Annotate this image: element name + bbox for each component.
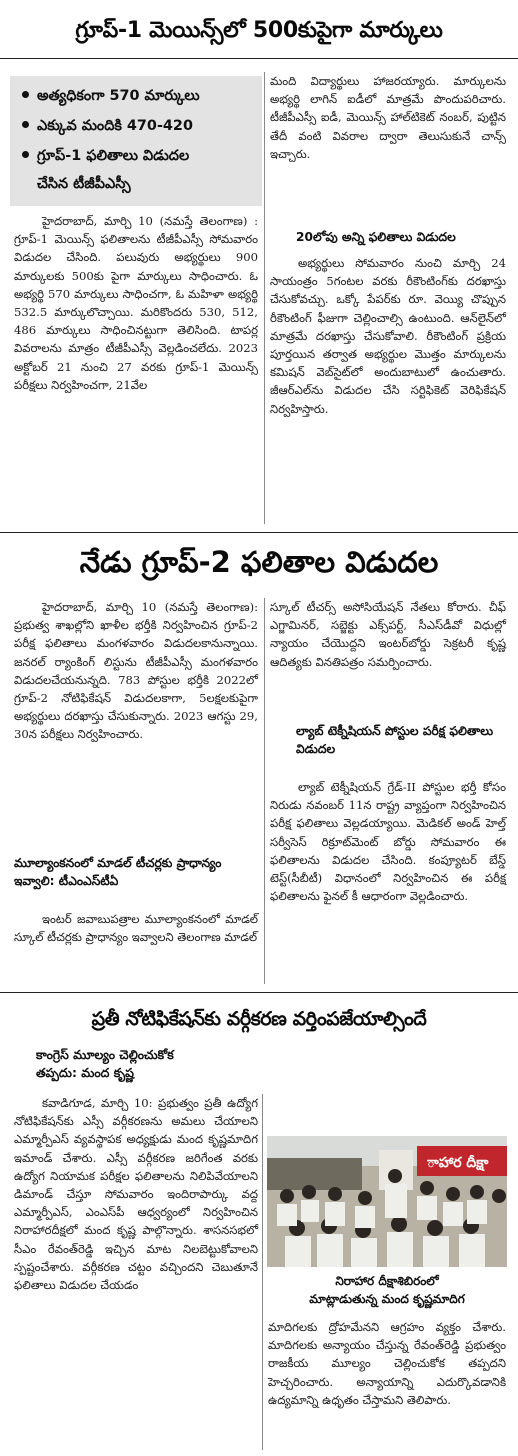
highlight-item: చేసిన టీజీపీఎస్సీ: [37, 176, 131, 192]
article1-headline: గ్రూప్-1 మెయిన్స్‌లో 500కుపైగా మార్కులు: [75, 18, 443, 43]
article2-left-column: హైదరాబాద్, మార్చి 10 (నమస్తే తెలంగాణ): ప్రభుత్వ శాఖల్లోని ఖాళీల భర్తీకి నిర్వహించిన గ్రూప్-2 పరీక్ష ఫలితాలు మంగళవారం విడుదలకానున్నాయి. జనరల్ ర్యాంకింగ్ లిస్టును టీజీపీఎస్సీ మంగళవారం విడుదలచేయనున్నది. 783 పోస్టుల భర్తీకి 2022లో గ్రూప్-2 నోటిఫికేషన్ విడుదలకాగా, 5లక్షలకుపైగా అభ్యర్థులు దరఖాస్తు చేసుకున్నారు. 2023 ఆగస్టు 29, 30న పరీక్షలు నిర్వహించారు.: [14, 600, 258, 742]
article2-left-column-2: ఇంటర్ జవాబుపత్రాల మూల్యాంకనంలో మాడల్ స్కూల్ టీచర్లకు ప్రాధాన్యం ఇవ్వాలని తెలంగాణ మాడల్: [14, 912, 258, 945]
highlight-item: ఎక్కువ మందికి 470-420: [22, 113, 193, 139]
article3-subhead: [36, 1046, 256, 1082]
column-divider: [262, 1094, 263, 1450]
protest-photo-image: [267, 1136, 507, 1267]
highlight-box: [10, 76, 262, 206]
photo-caption-line2: మాట్లాడుతున్న మంద కృష్ణమాదిగ: [309, 1292, 465, 1306]
bullet-icon: [22, 121, 29, 128]
photo-caption-line1: నిరాహార దీక్షాశిబిరంలో: [335, 1274, 439, 1288]
article3-right-column: మాదిగలకు ద్రోహమేనని ఆగ్రహం వ్యక్తం చేశారు. మాదిగలకు అన్యాయం చేస్తున్న రేవంత్‌రెడ్డి ప్రభుత్వం రాజకీయ మూల్యం చెల్లించుకోక తప్పదని హెచ్చరించారు. అన్యాయాన్ని ఎదుర్కొవడానికి ఉద్యమాన్ని ఉధృతం చేస్తామని తెలిపారు.: [268, 1320, 506, 1407]
article1-subhead: 20లోపు అన్ని ఫలితాలు విడుదల: [296, 230, 456, 244]
article2-right-subhead: ల్యాబ్ టెక్నీషియన్ పోస్టుల పరీక్ష ఫలితాలు విడుదల: [296, 724, 494, 756]
article3-subhead-line1: కాంగ్రెస్ మూల్యం చెల్లించుకోక: [36, 1047, 174, 1062]
column-divider: [264, 72, 265, 524]
article2-left-subhead: మూల్యాంకనంలో మాడల్ టీచర్లకు ప్రాధాన్యం ఇవ్వాలి: టీఎంఎస్‌టీఏ: [14, 856, 222, 888]
article2-right-column-1: స్కూల్ టీచర్స్ అసోసియేషన్ నేతలు కోరారు. చీఫ్ ఎగ్జామినర్, సబ్జెక్టు ఎక్స్‌పర్ట్, సీఎస్‌డీవో విధుల్లో న్యాయం చేయొద్దని ఇంటర్‌బోర్డు సెక్రటరీ కృష్ణ ఆదిత్యకు వినతిపత్రం సమర్పించారు.: [270, 600, 506, 669]
article2-right-column-2: ల్యాబ్ టెక్నీషియన్ గ్రేడ్-II పోస్టుల భర్తీ కోసం నిరుడు నవంబర్ 11న రాష్ట్ర వ్యాప్తంగా నిర్వహించిన పరీక్ష ఫలితాలు వెల్లడయ్యాయి. మెడికల్ అండ్ హెల్త్ సర్వీసెస్ రిక్రూట్‌మెంట్ బోర్డు సోమవారం ఈ ఫలితాలను విడుదల చేసింది. కంప్యూటర్ బేస్డ్ టెస్ట్(సీబీటీ) విధానంలో నిర్వహించిన ఈ పరీక్ష ఫలితాలను ఫైనల్ కీ ఆధారంగా వెల్లడించారు.: [270, 780, 506, 904]
headline-rule: [0, 58, 518, 59]
article2-headline: నేడు గ్రూప్-2 ఫలితాల విడుదల: [79, 545, 439, 579]
column-divider: [264, 598, 265, 984]
article3-subhead-line2: తప్పదు: మంద కృష్ణ: [36, 1065, 134, 1080]
article3-headline: ప్రతీ నోటిఫికేషన్‌కు వర్గీకరణ వర్తింపజేయాల్సిందే: [91, 1008, 427, 1030]
highlight-item: అత్యధికంగా 570 మార్కులు: [22, 83, 200, 109]
article3-left-column: కవాడిగూడ, మార్చి 10: ప్రభుత్వం ప్రతీ ఉద్యోగ నోటిఫికేషన్‌కు ఎస్సీ వర్గీకరణను అమలు చేయాలని ఎమ్మార్పీఎస్ వ్యవస్థాపక అధ్యక్షుడు మంద కృష్ణమాదిగ ఇమాండ్ చేశారు. ఎస్సీ వర్గీకరణ జరిగేంత వరకు ఉద్యోగ నియామక పరీక్షల ఫలితాలను నిలిపివేయాలని డిమాండ్ చేస్తూ సోమవారం ఇందిరాపార్కు వద్ద ఎమ్మార్పీఎస్, ఎంఎస్‌పీ ఆధ్వర్యంలో నిర్వహించిన నిరాహారదీక్షలో మంద కృష్ణ పాల్గొన్నారు. శాసనసభలో సీఎం రేవంత్‌రెడ్డి ఇచ్చిన మాట నిలబెట్టుకోవాలని స్పష్టంచేశారు. వర్గీకరణ చట్టం వచ్చిందని చెబుతూనే ఫలితాలు విడుదల చేయడం: [14, 1096, 258, 1293]
protest-photo: [267, 1136, 507, 1267]
bullet-icon: [22, 91, 29, 98]
article1-right-column-2: అభ్యర్థులు సోమవారం నుంచి మార్చి 24 సాయంత్రం 5గంటల వరకు రీకౌంటింగ్‌కు దరఖాస్తు చేసుకోవచ్చు. ఒక్కో పేపర్‌కు రూ. వెయ్యి చొప్పున రీకౌంటింగ్ ఫీజుగా చెల్లించాల్సి ఉంటుంది. ఆన్‌లైన్‌లో మాత్రమే దరఖాస్తు చేసుకోవాలి. రీకౌంటింగ్ ప్రక్రియ పూర్తయిన తర్వాత అభ్యర్థుల మొత్తం మార్కులను కమిషన్ వెబ్‌సైట్‌లో అందుబాటులో ఉంచుతారు. జీఆర్‌ఎల్‌ను విడుదల చేసి సర్టిఫికెట్ వెరిఫికేషన్ నిర్వహిస్తారు.: [270, 256, 506, 416]
highlight-item: గ్రూప్-1 ఫలితాలు విడుదల: [22, 143, 189, 169]
article1-right-column-1: మంది విద్యార్థులు హాజరయ్యారు. మార్కులను అభ్యర్థి లాగిన్ ఐడీలో మాత్రమే పొందుపరిచారు. టీజీపీఎస్సీ ఐడీ, మెయిన్స్ హాల్‌టికెట్ నంబర్, పుట్టిన తేదీ వంటి వివరాల ద్వారా తెలుసుకునే చాన్స్ ఇచ్చారు.: [270, 74, 506, 161]
section-rule: [0, 532, 518, 533]
section-rule: [0, 992, 518, 993]
photo-caption: [267, 1272, 507, 1308]
article1-left-column: హైదరాబాద్, మార్చి 10 (నమస్తే తెలంగాణ) : గ్రూప్-1 మెయిన్స్ ఫలితాలను టీజీపీఎస్సీ సోమవారం విడుదల చేసింది. పలువురు అభ్యర్థులు 900 మార్కులకు 500కు పైగా మార్కులు సాధించారు. ఓ అభ్యర్థి 570 మార్కులు సాధించగా, ఓ మహిళా అభ్యర్థి 532.5 మార్కులొచ్చాయి. మరికొందరు 530, 512, 486 మార్కులు సాధించినట్టుగా తెలిసింది. టాపర్ల వివరాలను మాత్రం టీజీపీఎస్సీ వెల్లడించలేదు. 2023 అక్టోబర్ 21 నుంచి 27 వరకు గ్రూప్-1 మెయిన్స్ పరీక్షలు నిర్వహించగా, 21వేల: [14, 214, 258, 392]
bullet-icon: [22, 151, 29, 158]
banner-text: ాహార దీక్షా: [427, 1155, 489, 1171]
